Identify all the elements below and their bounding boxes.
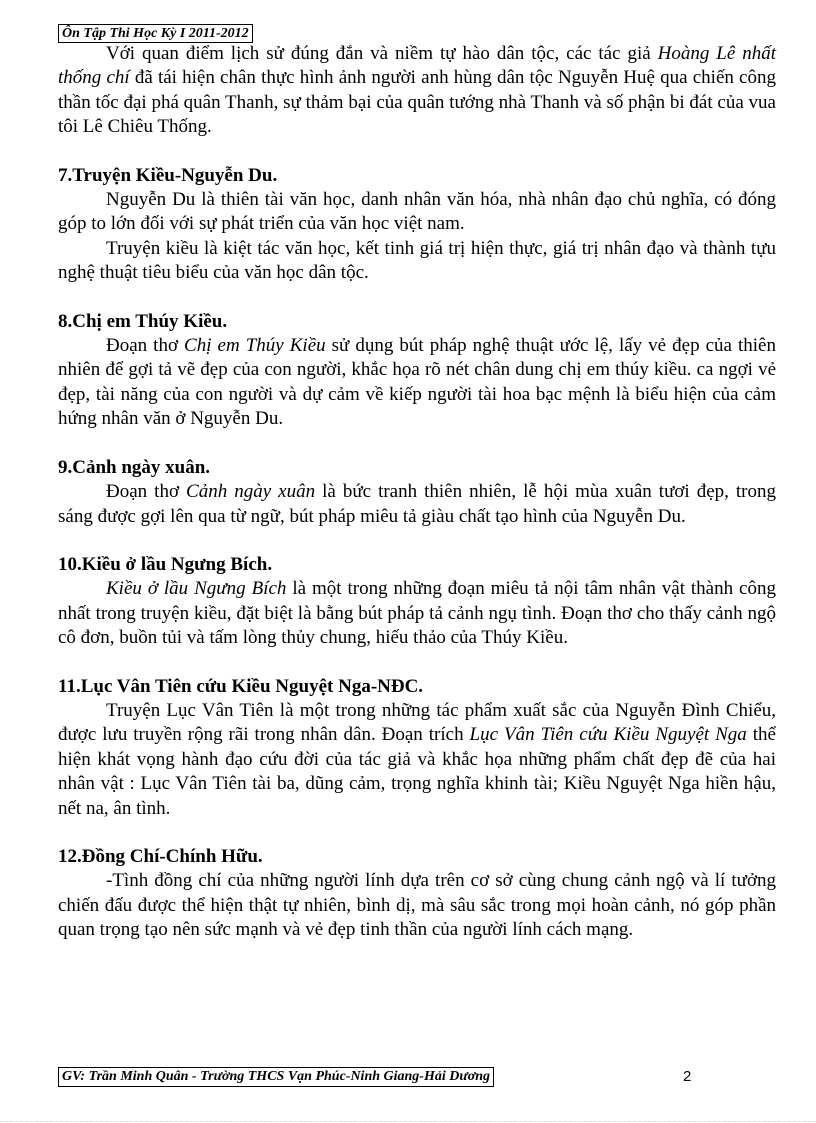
section-8-title: 8.Chị em Thúy Kiều. (58, 310, 228, 332)
section-10-paragraph: Kiều ở lầu Ngưng Bích là một trong những đoạn miêu tả nội tâm nhân vật thành công nhất trong truyện kiều, đặt biệt là bằng bút pháp tả cảnh ngụ tình. Đoạn thơ cho thấy cảnh ngộ cô đơn, buồn tủi và tấm lòng thủy chung, hiếu thảo của Thúy Kiều. (58, 578, 776, 649)
section-9-title: 9.Cảnh ngày xuân. (58, 456, 211, 478)
section-11-title: 11.Lục Vân Tiên cứu Kiều Nguyệt Nga-NĐC. (58, 675, 424, 697)
section-8-paragraph: Đoạn thơ Chị em Thúy Kiều sử dụng bút pháp nghệ thuật ước lệ, lấy vẻ đẹp của thiên nhiên để gợi tả vẽ đẹp của con người, khắc họa rõ nét chân dung chị em thúy kiều. ca ngợi vẻ đẹp, tài năng của con người và dự cảm về kiếp người tài hoa bạc mệnh là biểu hiện của cảm hứng nhân văn ở Nguyễn Du. (58, 335, 776, 430)
document-body (58, 42, 776, 943)
section-7-paragraph-2: Truyện kiều là kiệt tác văn học, kết tinh giá trị hiện thực, giá trị nhân đạo và thành tựu nghệ thuật tiêu biểu của văn học dân tộc. (58, 237, 776, 284)
section-12-paragraph: -Tình đồng chí của những người lính dựa trên cơ sở cùng chung cảnh ngộ và lí tưởng chiến đấu được thể hiện thật tự nhiên, bình dị, mà sâu sắc trong mọi hoàn cảnh, nó góp phần quan trọng tạo nên sức mạnh và vẻ đẹp tinh thần của người lính cách mạng. (58, 870, 776, 941)
page-number: 2 (683, 1068, 692, 1085)
section-9-paragraph: Đoạn thơ Cảnh ngày xuân là bức tranh thiên nhiên, lễ hội mùa xuân tươi đẹp, trong sáng được gợi lên qua từ ngữ, bút pháp miêu tả giàu chất tạo hình của Nguyễn Du. (58, 481, 777, 527)
page-footer: GV: Trần Minh Quân - Trường THCS Vạn Phúc-Ninh Giang-Hải Dương (58, 1067, 494, 1087)
section-12-title: 12.Đồng Chí-Chính Hữu. (58, 845, 263, 867)
page-header: Ôn Tập Thi Học Kỳ I 2011-2012 (58, 24, 253, 43)
section-7-paragraph-1: Nguyễn Du là thiên tài văn học, danh nhân văn hóa, nhà nhân đạo chủ nghĩa, có đóng góp to lớn đối với sự phát triển của văn học việt nam. (58, 189, 776, 235)
section-11-paragraph: Truyện Lục Vân Tiên là một trong những tác phẩm xuất sắc của Nguyễn Đình Chiểu, được lưu truyền rộng rãi trong nhân dân. Đoạn trích Lục Vân Tiên cứu Kiều Nguyệt Nga thể hiện khát vọng hành đạo cứu đời của tác giả và khắc họa những phẩm chất đẹp đẽ của hai nhân vật : Lục Vân Tiên tài ba, dũng cảm, trọng nghĩa khinh tài; Kiều Nguyệt Nga hiền hậu, nết na, ân tình. (58, 699, 776, 819)
page-bottom-divider (0, 1121, 816, 1122)
section-7-title: 7.Truyện Kiều-Nguyễn Du. (58, 164, 278, 186)
section-10-title: 10.Kiều ở lầu Ngưng Bích. (58, 553, 273, 575)
intro-paragraph: Với quan điểm lịch sử đúng đắn và niềm tự hào dân tộc, các tác giả Hoàng Lê nhất thống chí đã tái hiện chân thực hình ảnh người anh hùng dân tộc Nguyễn Huệ qua chiến công thần tốc đại phá quân Thanh, sự thảm bại của quân tướng nhà Thanh và số phận bi đát của vua tôi Lê Chiêu Thống. (58, 43, 777, 138)
